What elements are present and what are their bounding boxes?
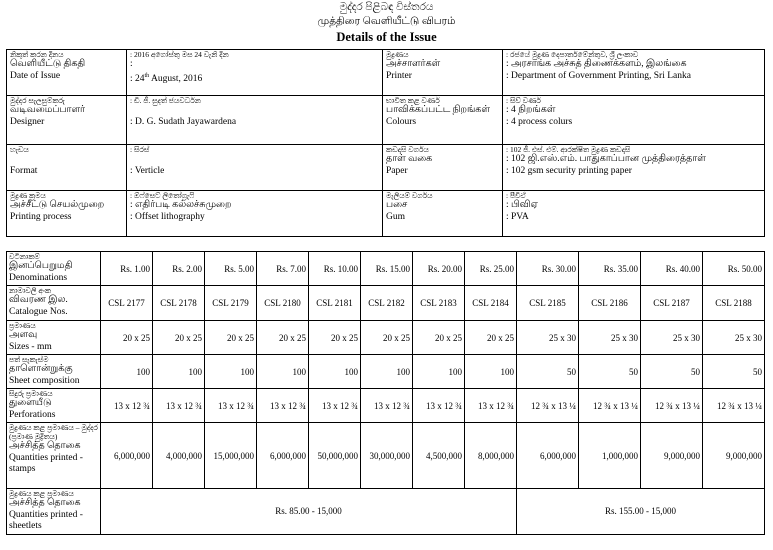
- colours-label-cell: [383, 96, 503, 145]
- denominations-cell: Rs. 40.00: [641, 252, 703, 286]
- process-value-en: : Offset lithography: [130, 211, 205, 222]
- colours-label-si: භාවිත කළ වර්ණ: [386, 96, 440, 105]
- sizes-cell: 20 x 25: [465, 321, 517, 355]
- date-label-ta: வெளியீட்டு திகதி: [10, 59, 86, 69]
- colours-label-en: Colours: [386, 116, 417, 127]
- catalogue-label-ta: விவரண இல.: [9, 295, 68, 305]
- catalogue-cell: CSL 2181: [309, 286, 361, 321]
- catalogue-cell: CSL 2177: [101, 286, 153, 321]
- format-label-si: හැඩය: [10, 145, 29, 154]
- sizes-cell: 25 x 30: [517, 321, 579, 355]
- printer-value-si: : රජයේ මුද්‍රණ දෙපාර්තමේන්තුව, ශ්‍රී ලංකාව: [506, 50, 639, 59]
- sizes-cell: 20 x 25: [309, 321, 361, 355]
- catalogue-cell: CSL 2179: [205, 286, 257, 321]
- colours-value-si: : සිව් වර්ණ: [506, 96, 541, 105]
- gum-label-en: Gum: [386, 211, 405, 222]
- perfs-cell: 13 x 12 ¾: [153, 389, 205, 423]
- perfs-cell: 13 x 12 ¾: [205, 389, 257, 423]
- printer-value-ta: : அரசாங்க அச்சுத் திணைக்களம், இலங்கை: [506, 59, 687, 69]
- sheetlets-cell: Rs. 155.00 - 15,000: [517, 489, 765, 535]
- format-value-si: : සිරස්: [130, 145, 150, 154]
- sheet-label-cell: [7, 355, 101, 389]
- format-value-en: : Verticle: [130, 165, 165, 176]
- designer-value-si: : ඩී. ජී. සුදත් ජයවර්ධන: [130, 96, 201, 105]
- sizes-cell: 20 x 25: [101, 321, 153, 355]
- designer-label-si: මුද්දර සැලසුම්කරු: [10, 96, 65, 105]
- perfs-label-ta: துளையீடு: [9, 398, 52, 408]
- perfs-label-en: Perforations: [9, 409, 56, 420]
- catalogue-label-cell: [7, 286, 101, 321]
- denominations-cell: Rs. 10.00: [309, 252, 361, 286]
- designer-value-ta: [130, 105, 379, 117]
- tamil-title: முத்திரை வெளியீட்டு விபரம்: [317, 16, 456, 27]
- sizes-label-en: Sizes - mm: [9, 341, 52, 352]
- date-label-en: Date of Issue: [10, 70, 61, 81]
- paper-value-cell: [503, 145, 765, 191]
- denominations-cell: Rs. 7.00: [257, 252, 309, 286]
- paper-value-ta: : 102 ஜி.எஸ்.எம். பாதுகாப்பான முத்திரைத்தாள்: [506, 154, 706, 164]
- catalogue-cell: CSL 2186: [579, 286, 641, 321]
- gum-label-cell: [383, 191, 503, 237]
- denominations-cell: Rs. 1.00: [101, 252, 153, 286]
- perfs-cell: 13 x 12 ¾: [101, 389, 153, 423]
- sizes-label-ta: அளவு: [9, 330, 38, 340]
- sinhala-title: මුද්දර පිළිබඳ විස්තරය: [339, 2, 434, 13]
- sheet-cell: 50: [579, 355, 641, 389]
- denominations-cell: Rs. 30.00: [517, 252, 579, 286]
- denominations-table: [6, 251, 765, 535]
- sizes-cell: 25 x 30: [703, 321, 765, 355]
- date-value-cell: [127, 50, 383, 96]
- info-row-process-gum: [7, 191, 765, 237]
- designer-label-cell: [7, 96, 127, 145]
- sheet-cell: 50: [703, 355, 765, 389]
- english-title: Details of the Issue: [336, 30, 437, 44]
- process-label-ta: அச்சீட்டு செயல்முறை: [10, 200, 105, 210]
- sizes-cell: 25 x 30: [641, 321, 703, 355]
- catalogue-cell: CSL 2180: [257, 286, 309, 321]
- sizes-label-cell: [7, 321, 101, 355]
- sizes-cell: 20 x 25: [205, 321, 257, 355]
- sheet-label-si: පත් සැකැස්ම: [9, 355, 49, 364]
- denominations-cell: Rs. 20.00: [413, 252, 465, 286]
- gum-label-ta: பசை: [386, 200, 408, 210]
- printed-cell: 6,000,000: [101, 423, 153, 489]
- colours-value-ta: : 4 நிறங்கள்: [506, 105, 556, 115]
- row-catalogue: [7, 286, 765, 321]
- colours-label-ta: பாவிக்கப்பட்ட நிறங்கள்: [386, 105, 490, 115]
- paper-label-si: කඩදාසි වර්ගය: [386, 145, 429, 154]
- sizes-cell: 20 x 25: [257, 321, 309, 355]
- sheetlets-cell: Rs. 85.00 - 15,000: [101, 489, 517, 535]
- format-value-ta: [130, 154, 379, 166]
- printed-cell: 9,000,000: [641, 423, 703, 489]
- date-label-cell: [7, 50, 127, 96]
- date-value-si: : 2016 අගෝස්තු මස 24 වැනි දින: [130, 50, 229, 59]
- designer-label-ta: வடிவமைப்பாளர்: [10, 105, 86, 115]
- printed-label-ta: அச்சித்த தொகை: [9, 441, 81, 451]
- designer-value-en: : D. G. Sudath Jayawardena: [130, 116, 237, 127]
- format-label-cell: [7, 145, 127, 191]
- sheet-cell: 100: [101, 355, 153, 389]
- sheet-cell: 100: [205, 355, 257, 389]
- perfs-cell: 13 x 12 ¾: [465, 389, 517, 423]
- sheet-cell: 100: [309, 355, 361, 389]
- sheet-cell: 100: [465, 355, 517, 389]
- printed-cell: 9,000,000: [703, 423, 765, 489]
- designer-label-en: Designer: [10, 116, 45, 127]
- perfs-label-cell: [7, 389, 101, 423]
- sheet-label-ta: தாளொன்றுக்கு: [9, 364, 73, 374]
- printed-cell: 4,500,000: [413, 423, 465, 489]
- printer-label-en: Printer: [386, 70, 412, 81]
- issue-info-table: [6, 49, 765, 237]
- gum-value-si: : පීවීඒ: [506, 191, 527, 200]
- row-sheetlets: [7, 489, 765, 535]
- printed-label-cell: [7, 423, 101, 489]
- printed-cell: 30,000,000: [361, 423, 413, 489]
- sheet-cell: 50: [517, 355, 579, 389]
- denominations-cell: Rs. 50.00: [703, 252, 765, 286]
- catalogue-label-si: නාමාවලි අංක: [9, 286, 52, 295]
- gum-value-en: : PVA: [506, 211, 529, 222]
- format-label-ta: [10, 154, 123, 166]
- catalogue-cell: CSL 2178: [153, 286, 205, 321]
- process-label-si: මුද්‍රණ ක්‍රමය: [10, 191, 46, 200]
- catalogue-cell: CSL 2187: [641, 286, 703, 321]
- perfs-label-si: සිදුරු ප්‍රමාණය: [9, 389, 53, 398]
- date-value-ta: :: [130, 59, 133, 69]
- catalogue-cell: CSL 2182: [361, 286, 413, 321]
- row-perfs: [7, 389, 765, 423]
- perfs-cell: 13 x 12 ¾: [413, 389, 465, 423]
- sheet-cell: 100: [257, 355, 309, 389]
- printed-cell: 8,000,000: [465, 423, 517, 489]
- denominations-cell: Rs. 5.00: [205, 252, 257, 286]
- sheetlets-label-en: Quantities printed - sheetlets: [9, 509, 83, 531]
- format-value-cell: [127, 145, 383, 191]
- paper-label-ta: தாள் வகை: [386, 154, 433, 164]
- sheet-label-en: Sheet composition: [9, 375, 80, 386]
- perfs-cell: 13 x 12 ¾: [257, 389, 309, 423]
- catalogue-cell: CSL 2184: [465, 286, 517, 321]
- process-label-cell: [7, 191, 127, 237]
- row-sheet: [7, 355, 765, 389]
- perfs-cell: 12 ¾ x 13 ¼: [703, 389, 765, 423]
- printed-label-si: මුද්‍රණය කළ ප්‍රමාණය – මුද්දර (ප්‍රමාණ මුද්‍රිතය): [9, 423, 98, 441]
- paper-label-cell: [383, 145, 503, 191]
- info-row-format-paper: [7, 145, 765, 191]
- sheet-cell: 50: [641, 355, 703, 389]
- denominations-label-en: Denominations: [9, 272, 68, 283]
- paper-value-en: : 102 gsm security printing paper: [506, 165, 632, 176]
- colours-value-en: : 4 process colurs: [506, 116, 573, 127]
- gum-value-ta: : பிவிஏ: [506, 200, 538, 210]
- designer-value-cell: [127, 96, 383, 145]
- gum-value-cell: [503, 191, 765, 237]
- perfs-cell: 12 ¾ x 13 ¼: [641, 389, 703, 423]
- printed-cell: 15,000,000: [205, 423, 257, 489]
- sheet-cell: 100: [413, 355, 465, 389]
- printed-cell: 1,000,000: [579, 423, 641, 489]
- colours-value-cell: [503, 96, 765, 145]
- denominations-label-ta: இனப்பெறுமதி: [9, 261, 73, 271]
- perfs-cell: 13 x 12 ¾: [361, 389, 413, 423]
- sizes-cell: 25 x 30: [579, 321, 641, 355]
- printer-value-en: : Department of Government Printing, Sri Lanka: [506, 70, 691, 81]
- perfs-cell: 13 x 12 ¾: [309, 389, 361, 423]
- paper-value-si: : 102 ජී. එස්. එම්. ආරක්ෂිත මුද්‍රණ කඩදාසි: [506, 145, 631, 154]
- printer-label-cell: [383, 50, 503, 96]
- catalogue-cell: CSL 2185: [517, 286, 579, 321]
- printed-cell: 50,000,000: [309, 423, 361, 489]
- date-label-si: නිකුත් කරන දිනය: [10, 50, 64, 59]
- printer-label-ta: அச்சாளர்கள்: [386, 59, 441, 69]
- sheetlets-label-cell: [7, 489, 101, 535]
- perfs-cell: 12 ¾ x 13 ¼: [517, 389, 579, 423]
- sheetlets-label-si: මුද්‍රණය කළ ප්‍රමාණය: [9, 489, 74, 498]
- sheet-cell: 100: [153, 355, 205, 389]
- printed-label-en: Quantities printed - stamps: [9, 452, 83, 474]
- denominations-label-cell: [7, 252, 101, 286]
- process-label-en: Printing process: [10, 211, 72, 222]
- sheet-cell: 100: [361, 355, 413, 389]
- row-denominations: [7, 252, 765, 286]
- printed-cell: 6,000,000: [517, 423, 579, 489]
- printed-cell: 4,000,000: [153, 423, 205, 489]
- row-printed: [7, 423, 765, 489]
- catalogue-cell: CSL 2183: [413, 286, 465, 321]
- sizes-cell: 20 x 25: [413, 321, 465, 355]
- printer-label-si: මුද්‍රණය: [386, 50, 409, 59]
- perfs-cell: 12 ¾ x 13 ¼: [579, 389, 641, 423]
- denominations-cell: Rs. 2.00: [153, 252, 205, 286]
- process-value-si: : ඕෆ්සෙට් ලිතෝග්‍රැෆි: [130, 191, 195, 200]
- date-value-en: : 24th August, 2016: [130, 72, 203, 84]
- sheetlets-label-ta: அச்சித்த தொகை: [9, 498, 81, 508]
- sizes-cell: 20 x 25: [361, 321, 413, 355]
- process-value-ta: : எதிர்படி கல்லச்சுமுறை: [130, 200, 232, 210]
- denominations-cell: Rs. 25.00: [465, 252, 517, 286]
- denominations-cell: Rs. 35.00: [579, 252, 641, 286]
- row-sizes: [7, 321, 765, 355]
- process-value-cell: [127, 191, 383, 237]
- printer-value-cell: [503, 50, 765, 96]
- info-row-designer-colours: [7, 96, 765, 145]
- catalogue-label-en: Catalogue Nos.: [9, 306, 68, 317]
- sizes-label-si: ප්‍රමාණය: [9, 321, 36, 330]
- catalogue-cell: CSL 2188: [703, 286, 765, 321]
- denominations-label-si: වටිනාකම්: [9, 252, 40, 261]
- gum-label-si: මැලියම් වර්ගය: [386, 191, 433, 200]
- printed-cell: 6,000,000: [257, 423, 309, 489]
- sizes-cell: 20 x 25: [153, 321, 205, 355]
- denominations-cell: Rs. 15.00: [361, 252, 413, 286]
- format-label-en: Format: [10, 165, 38, 176]
- paper-label-en: Paper: [386, 165, 408, 176]
- info-row-date-printer: [7, 50, 765, 96]
